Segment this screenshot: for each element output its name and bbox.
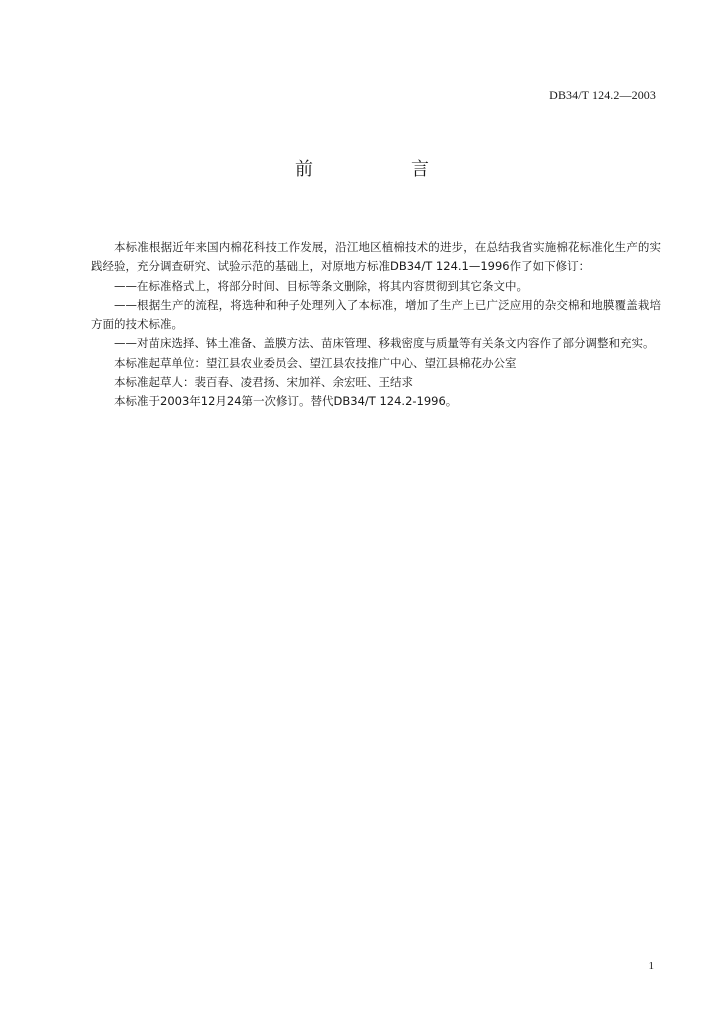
paragraph-revision-date: 本标准于2003年12月24第一次修订。替代DB34/T 124.2-1996。: [114, 394, 458, 409]
foreword-body: [91, 238, 661, 412]
paragraph-drafting-units: 本标准起草单位：望江县农业委员会、望江县农技推广中心、望江县棉花办公室: [114, 355, 517, 370]
paragraph-format-change: ——在标准格式上，将部分时间、目标等条文删除，将其内容贯彻到其它条文中。: [114, 278, 528, 293]
paragraph-content-adjustment: ——对苗床选择、钵土准备、盖膜方法、苗床管理、移栽密度与质量等有关条文内容作了部分调整和充实。: [114, 336, 655, 351]
paragraph-drafters: 本标准起草人：裴百春、凌君扬、宋加祥、余宏旺、王结求: [114, 375, 413, 390]
page-title: 前 言: [295, 159, 469, 180]
standard-code: DB34/T 124.2—2003: [549, 88, 656, 102]
paragraph-revision-intro: 本标准根据近年来国内棉花科技工作发展，沿江地区植棉技术的进步，在总结我省实施棉花标准化生产的实践经验，充分调查研究、试验示范的基础上，对原地方标准DB34/T 124.1—1996作了如下修订：: [91, 240, 661, 274]
paragraph-process-change: ——根据生产的流程，将选种和种子处理列入了本标准，增加了生产上已广泛应用的杂交棉和地膜覆盖栽培方面的技术标准。: [91, 297, 661, 332]
page-number: 1: [648, 960, 654, 972]
